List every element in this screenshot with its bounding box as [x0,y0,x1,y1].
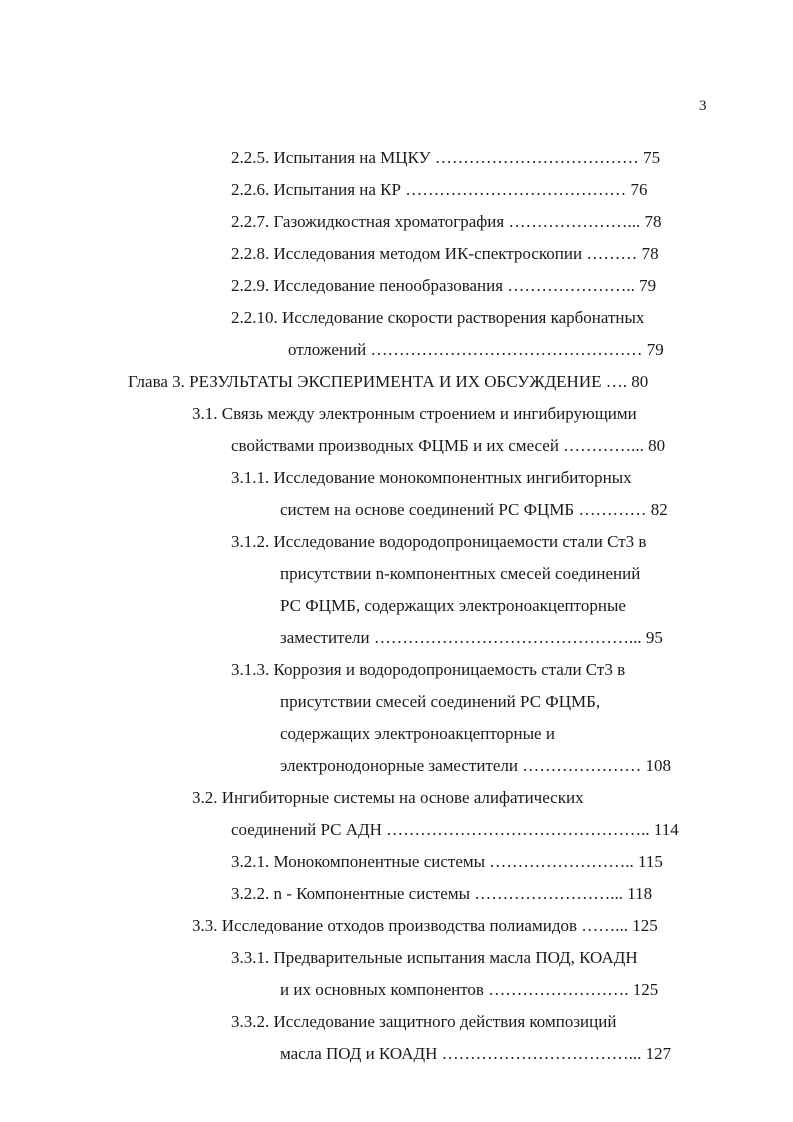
page-number: 3 [699,98,707,114]
toc-entry-3-2-2: 3.2.2. n - Компонентные системы ……………………... 118 [231,884,653,903]
toc-entry-3-3-1: 3.3.1. Предварительные испытания масла ПОД, КОАДН [231,948,638,967]
toc-entry-3-1: 3.1. Связь между электронным строением и ингибирующими [192,404,637,423]
toc-entry-3-1-3-cont-2: содержащих электроноакцепторные и [280,724,555,743]
toc-entry-3-3-1-cont: и их основных компонентов ……………………. 125 [280,980,659,999]
toc-entry-2-2-7: 2.2.7. Газожидкостная хроматография …………………... 78 [231,212,662,231]
toc-entry-3-1-1-cont: систем на основе соединений РС ФЦМБ ………… 82 [280,500,668,519]
toc-entry-3-2: 3.2. Ингибиторные системы на основе алифатических [192,788,584,807]
toc-entry-3-1-2-cont-2: РС ФЦМБ, содержащих электроноакцепторные [280,596,626,615]
toc-entry-3-3: 3.3. Исследование отходов производства полиамидов ……... 125 [192,916,658,935]
toc-entry-3-1-3: 3.1.3. Коррозия и водородопроницаемость стали Ст3 в [231,660,626,679]
toc-entry-2-2-9: 2.2.9. Исследование пенообразования ………………….. 79 [231,276,657,295]
toc-entry-3-3-2: 3.3.2. Исследование защитного действия композиций [231,1012,617,1031]
toc-entry-3-1-3-cont-3: электронодонорные заместители ………………… 108 [280,756,671,775]
toc-entry-3-1-cont: свойствами производных ФЦМБ и их смесей …………... 80 [231,436,666,455]
toc-entry-2-2-10: 2.2.10. Исследование скорости растворения карбонатных [231,308,645,327]
toc-entry-3-1-1: 3.1.1. Исследование монокомпонентных ингибиторных [231,468,632,487]
toc-entry-3-1-2: 3.1.2. Исследование водородопроницаемости стали Ст3 в [231,532,647,551]
toc-entry-3-1-2-cont-1: присутствии n-компонентных смесей соединений [280,564,641,583]
toc-entry-3-1-3-cont-1: присутствии смесей соединений РС ФЦМБ, [280,692,601,711]
toc-entry-3-2-cont: соединений РС АДН ……………………………………….. 114 [231,820,679,839]
toc-entry-2-2-8: 2.2.8. Исследования методом ИК-спектроскопии ……… 78 [231,244,659,263]
toc-entry-3-1-2-cont-3: заместители ………………………………………... 95 [280,628,663,647]
toc-entry-3-2-1: 3.2.1. Монокомпонентные системы …………………….. 115 [231,852,663,871]
toc-entry-2-2-6: 2.2.6. Испытания на КР ………………………………… 76 [231,180,648,199]
toc-entry-3-3-2-cont: масла ПОД и КОАДН ……………………………... 127 [280,1044,672,1063]
toc-entry-2-2-5: 2.2.5. Испытания на МЦКУ ……………………………… 75 [231,148,661,167]
toc-chapter-3: Глава 3. РЕЗУЛЬТАТЫ ЭКСПЕРИМЕНТА И ИХ ОБСУЖДЕНИЕ …. 80 [128,372,649,391]
toc-entry-2-2-10-cont: отложений ………………………………………… 79 [288,340,664,359]
